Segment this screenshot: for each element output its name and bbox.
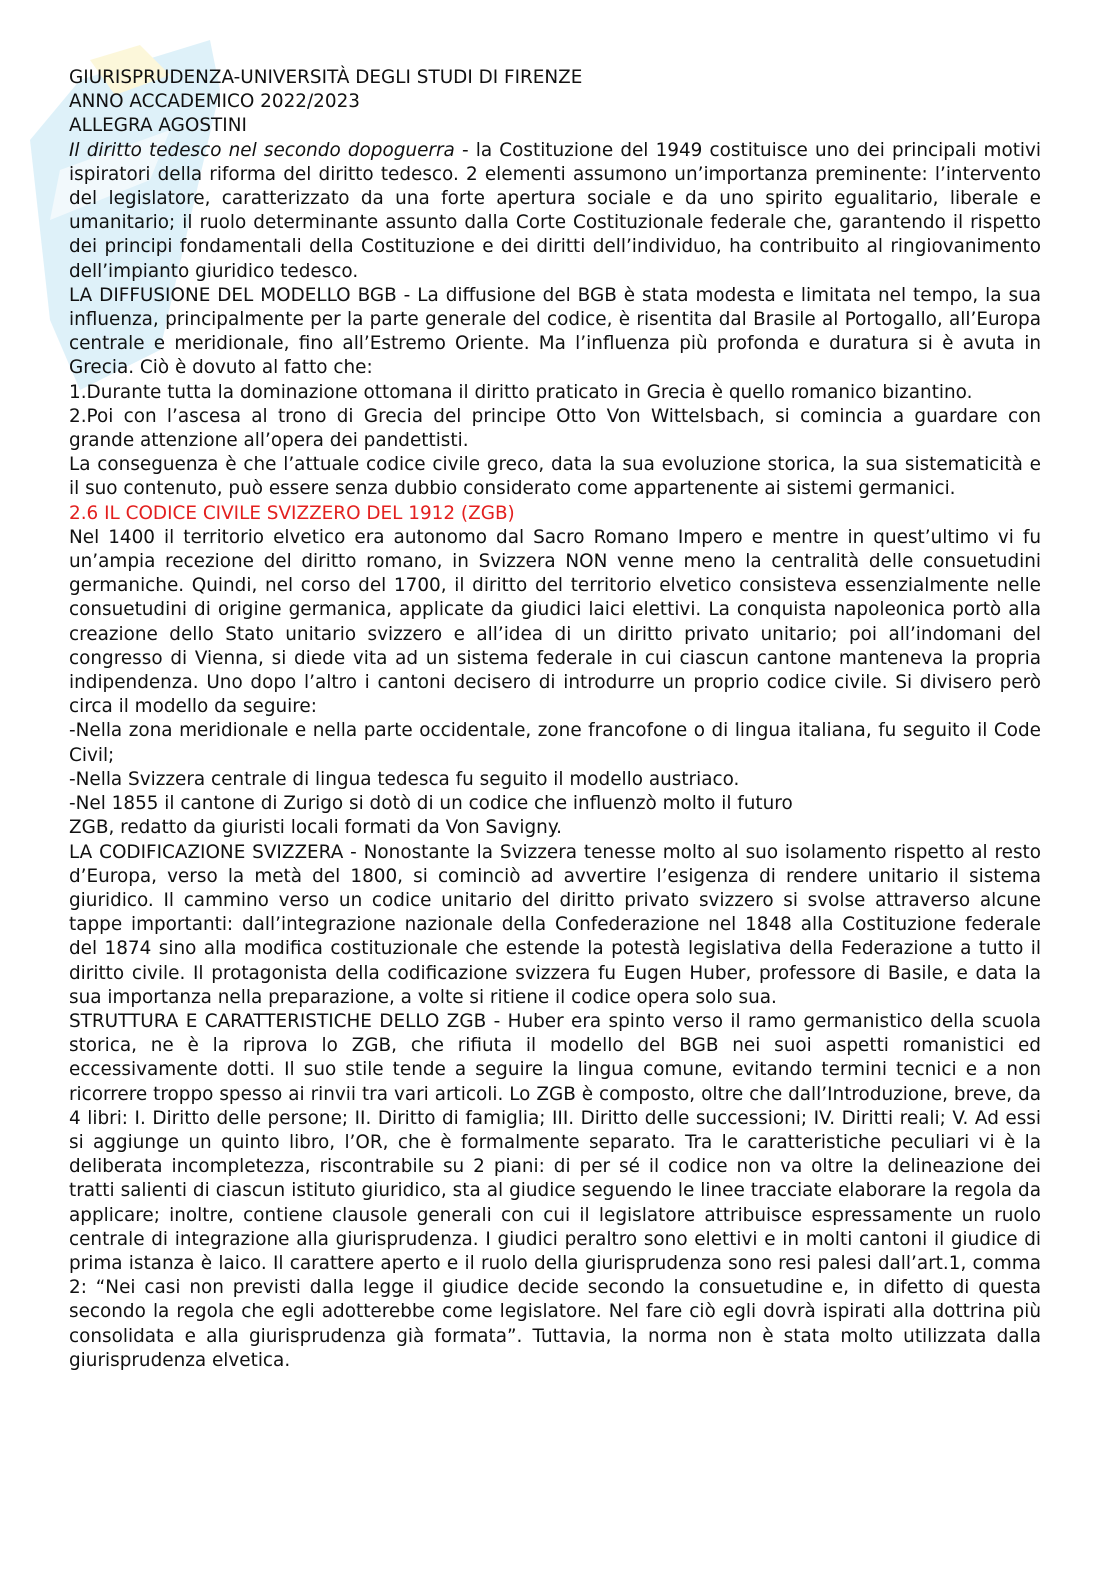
- dopoguerra-body: - la Costituzione del 1949 costituisce uno dei principali motivi ispiratori della riforma del diritto tedesco. 2 elementi assumono un’importanza preminente: l’intervento del legislatore, caratterizzato da una forte apertura sociale e da uno spirito egualitario, liberale e umanitario; il ruolo determinante assunto dalla Corte Costituzionale federale che, garantendo il rispetto dei principi fondamentali della Costituzione e dei diritti dell’individuo, ha contribuito al ringiovanimento dell’impianto giuridico tedesco.: [69, 139, 1042, 282]
- header-author: ALLEGRA AGOSTINI: [69, 115, 247, 137]
- paragraph-zgb-intro: Nel 1400 il territorio elvetico era autonomo dal Sacro Romano Impero e mentre in quest’ultimo vi fu un’ampia recezione del diritto romano, in Svizzera NON venne meno la centralità delle consuetudini germaniche. Quindi, nel corso del 1700, il diritto del territorio elvetico consisteva essenzialmente nelle consuetudini di origine germanica, applicate da giudici laici elettivi. La conquista napoleonica portò alla creazione dello Stato unitario svizzero e all’idea di un diritto privato unitario; poi all’indomani del congresso di Vienna, si diede vita ad un sistema federale in cui ciascun cantone manteneva la propria indipendenza. Uno dopo l’altro i cantoni decisero di introdurre un proprio codice civile. Si divisero però circa il modello da seguire:: [69, 526, 1041, 718]
- list-item-dash-2: -Nella Svizzera centrale di lingua tedesca fu seguito il modello austriaco.: [69, 768, 740, 790]
- list-item-point-2: 2.Poi con l’ascesa al trono di Grecia del principe Otto Von Wittelsbach, si comincia a guardare con grande attenzione all’opera dei pandettisti.: [69, 405, 1041, 452]
- list-item-dash-1: -Nella zona meridionale e nella parte occidentale, zone francofone o di lingua italiana, fu seguito il Code Civil;: [69, 720, 1041, 766]
- paragraph-codificazione: LA CODIFICAZIONE SVIZZERA - Nonostante la Svizzera tenesse molto al suo isolamento rispetto al resto d’Europa, verso la metà del 1800, si cominciò ad avvertire l’esigenza di rendere unitario il sistema giuridico. Il cammino verso un codice unitario del diritto privato svizzero si svolse attraverso alcune tappe importanti: dall’integrazione nazionale della Confederazione nel 1848 alla Costituzione federale del 1874 sino alla modifica costituzionale che estende la potestà legislativa della Federazione a tutto il diritto civile. Il protagonista della codificazione svizzera fu Eugen Huber, professore di Basile, e data la sua importanza nella preparazione, a volte si ritiene il codice opera solo sua.: [69, 841, 1041, 1008]
- paragraph-conseguenza: La conseguenza è che l’attuale codice civile greco, data la sua evoluzione storica, la sua sistematicità e il suo contenuto, può essere senza dubbio considerato come appartenente ai sistemi germanici.: [69, 454, 1041, 500]
- section-heading-zgb: 2.6 IL CODICE CIVILE SVIZZERO DEL 1912 (ZGB): [69, 502, 515, 524]
- document-page: [69, 66, 1041, 1373]
- paragraph-dopoguerra: [69, 139, 1041, 284]
- list-item-dash-3b: ZGB, redatto da giuristi locali formati da Von Savigny.: [69, 817, 562, 839]
- header-university: GIURISPRUDENZA-UNIVERSITÀ DEGLI STUDI DI FIRENZE: [69, 67, 583, 88]
- paragraph-struttura: STRUTTURA E CARATTERISTICHE DELLO ZGB - Huber era spinto verso il ramo germanistico della scuola storica, ne è la riprova lo ZGB, che rifiuta il modello del BGB nei suoi aspetti romanistici ed eccessivamente dotti. Il suo stile tende a seguire la lingua comune, evitando termini tecnici e a non ricorrere troppo spesso ai rinvii tra vari articoli. Lo ZGB è composto, oltre che dall’Introduzione, breve, da 4 libri: I. Diritto delle persone; II. Diritto di famiglia; III. Diritto delle successioni; IV. Diritti reali; V. Ad essi si aggiunge un quinto libro, l’OR, che è formalmente separato. Tra le caratteristiche peculiari vi è la deliberata incompletezza, riscontrabile su 2 piani: di per sé il codice non va oltre la delineazione dei tratti salienti di ciascun istituto giuridico, sta al giudice seguendo le linee tracciate elaborare la regola da applicare; inoltre, contiene clausole generali con cui il legislatore attribuisce espressamente un ruolo centrale di integrazione alla giurisprudenza. I giudici peraltro sono elettivi e in molti cantoni il giudice di prima istanza è laico. Il carattere aperto e il ruolo della giurisprudenza sono resi palesi dall’art.1, comma 2: “Nei casi non previsti dalla legge il giudice decide secondo la consuetudine e, in difetto di questa secondo la regola che egli adotterebbe come legislatore. Nel fare ciò egli dovrà ispirati alla dottrina più consolidata e alla giurisprudenza già formata”. Tuttavia, la norma non è stata molto utilizzata dalla giurisprudenza elvetica.: [69, 1010, 1041, 1371]
- header-academic-year: ANNO ACCADEMICO 2022/2023: [69, 91, 360, 113]
- list-item-point-1: 1.Durante tutta la dominazione ottomana il diritto praticato in Grecia è quello romanico bizantino.: [69, 381, 973, 403]
- dopoguerra-title: Il diritto tedesco nel secondo dopoguerra: [69, 139, 455, 161]
- paragraph-diffusione: LA DIFFUSIONE DEL MODELLO BGB - La diffusione del BGB è stata modesta e limitata nel tempo, la sua influenza, principalmente per la parte generale del codice, è risentita dal Brasile al Portogallo, all’Europa centrale e meridionale, fino all’Estremo Oriente. Ma l’influenza più profonda e duratura si è avuta in Grecia. Ciò è dovuto al fatto che:: [69, 284, 1041, 379]
- list-item-dash-3a: -Nel 1855 il cantone di Zurigo si dotò di un codice che influenzò molto il futuro: [69, 793, 793, 815]
